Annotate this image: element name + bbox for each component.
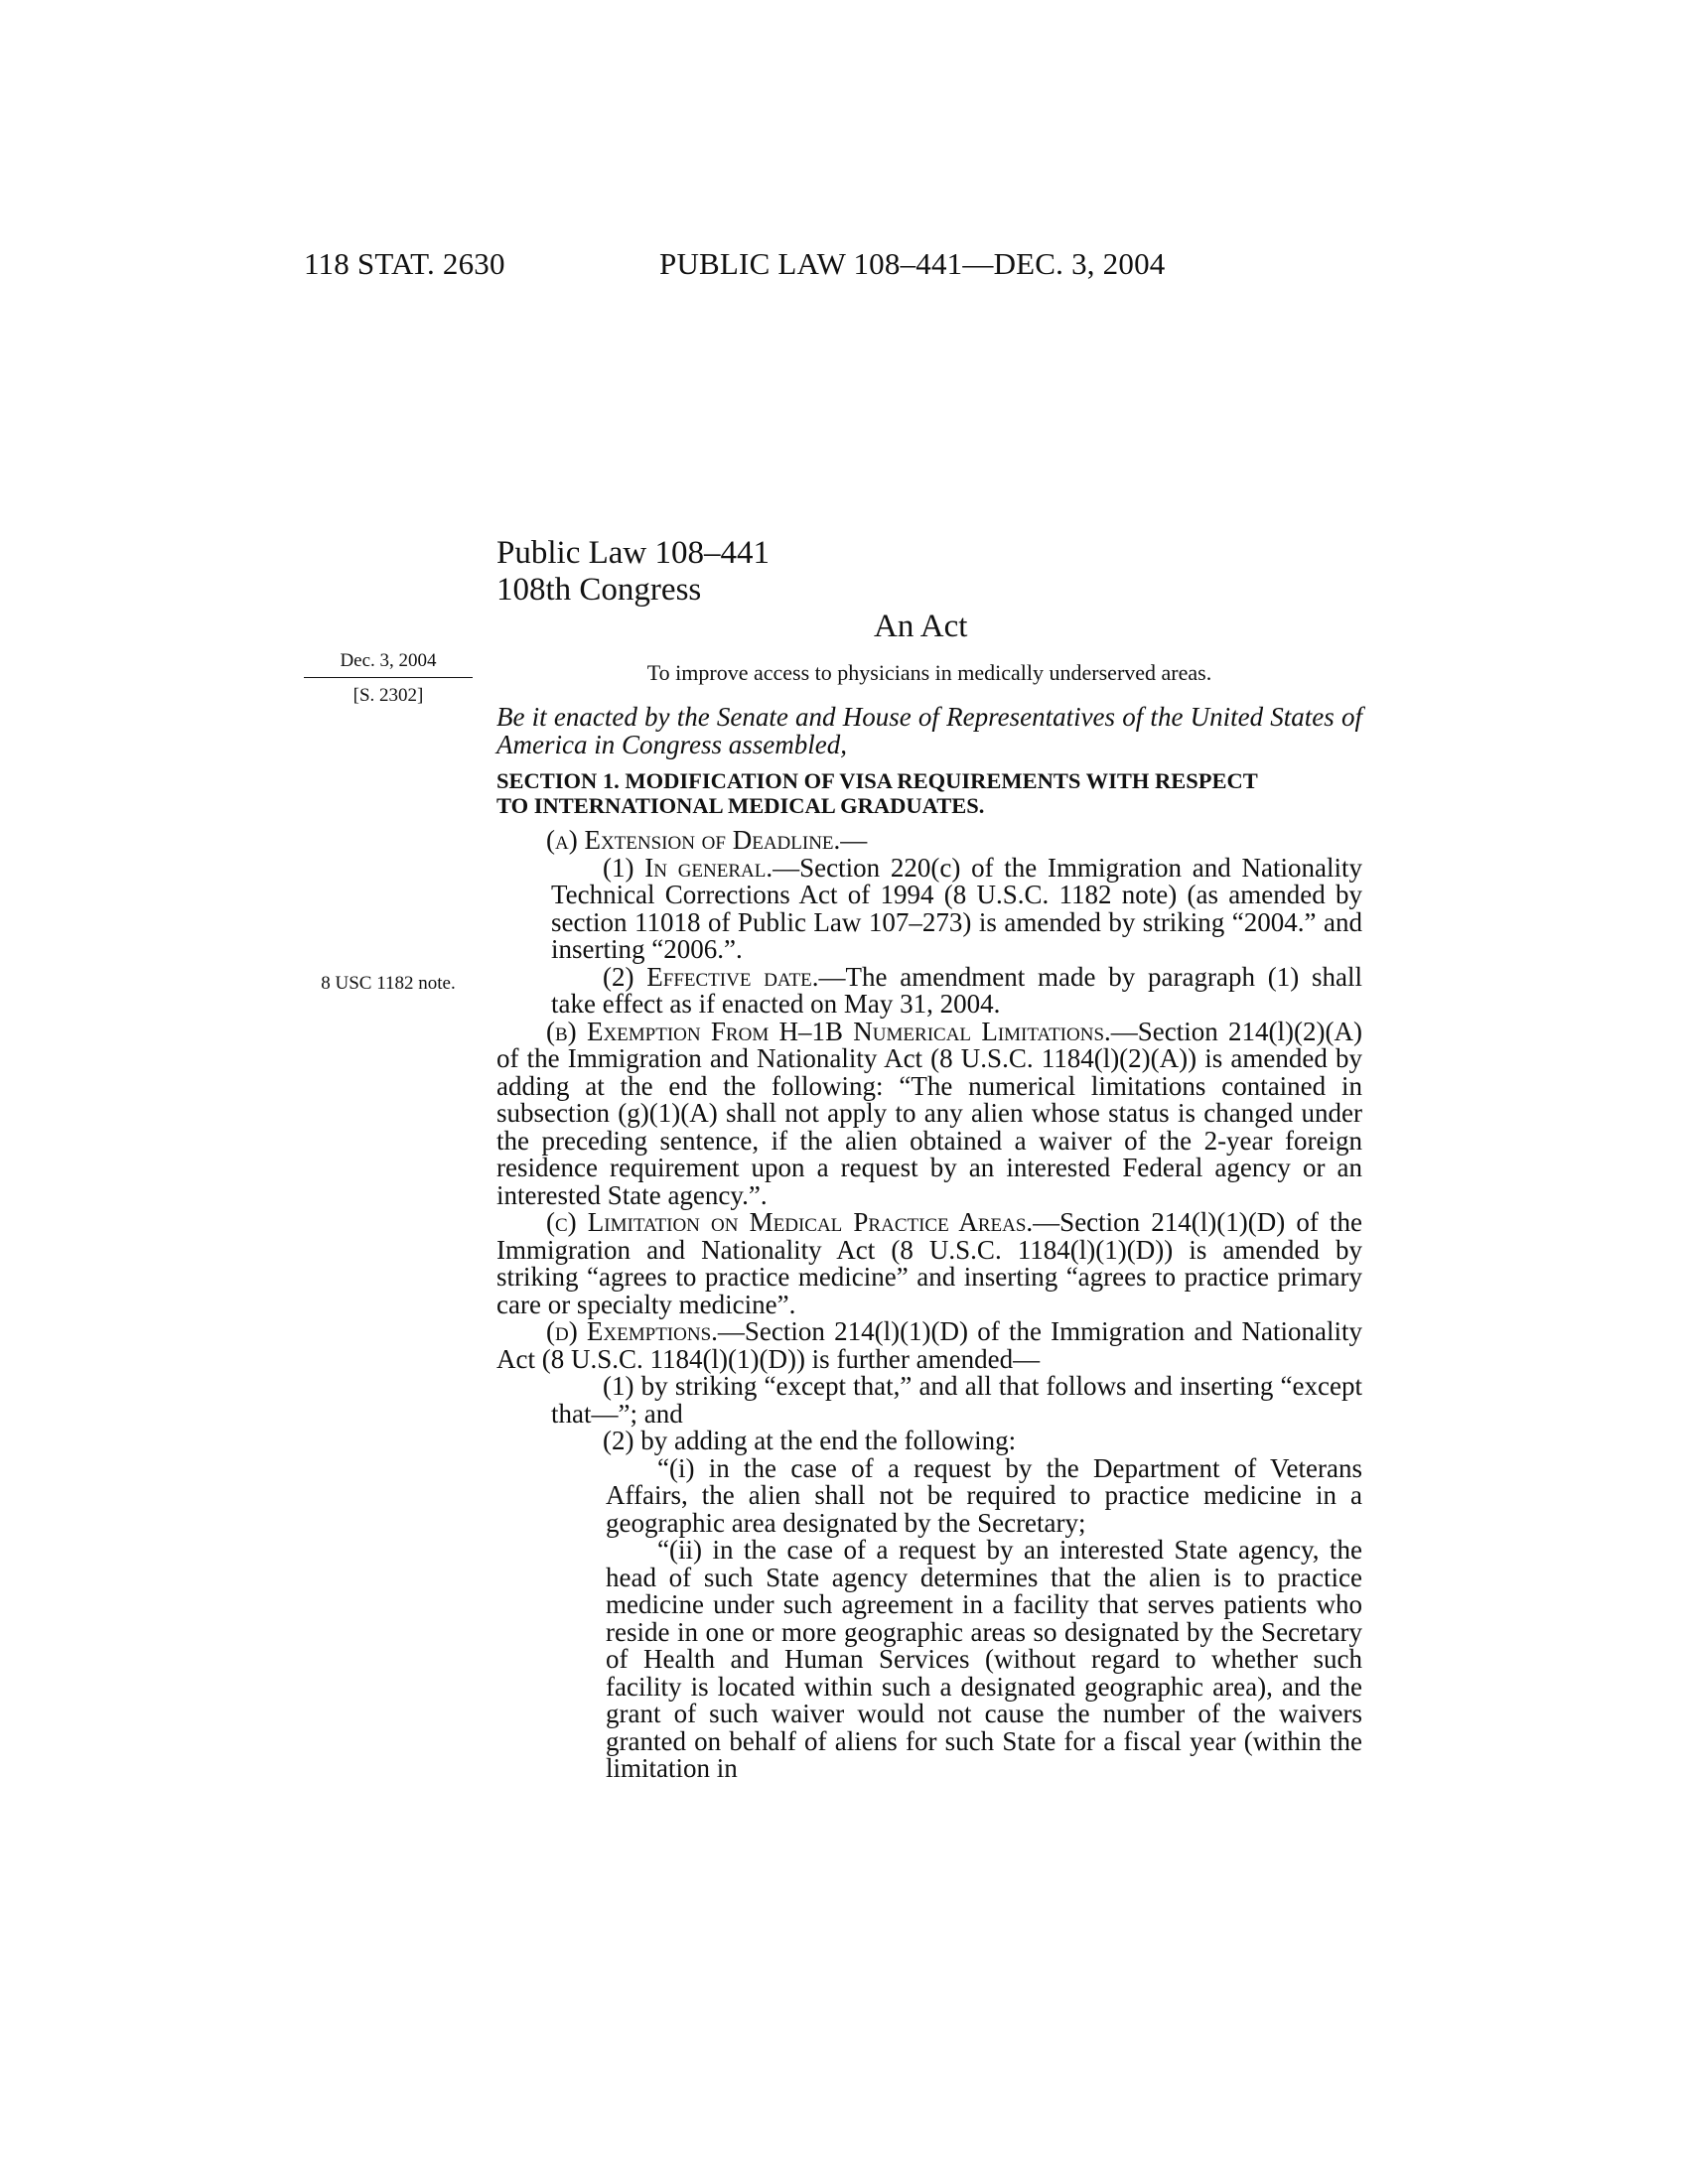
enacting-clause: Be it enacted by the Senate and House of Representatives of the United States of America in Congress assembled, <box>496 702 1362 759</box>
paragraph-a1 <box>496 852 1362 964</box>
subsection-b-text: Section 214(l)(2)(A) of the Immigration and Nationality Act (8 U.S.C. 1184(l)(2)(A)) is amended by adding at the end the following: “The numerical limitations contained in subsection (g)(1)(A) shall not apply to any alien whose status is changed under the preceding sentence, if the alien obtained a waiver of the 2-year foreign residence requirement upon a request by an interested Federal agency or an interested State agency.”. <box>496 1016 1362 1210</box>
paragraph-a2-text: The amendment made by paragraph (1) shall take effect as if enacted on May 31, 2004. <box>551 961 1363 1019</box>
subsection-d <box>496 1318 1362 1373</box>
paragraph-a2-heading: (2) Effective date.— <box>603 961 846 992</box>
section-heading-line-2: TO INTERNATIONAL MEDICAL GRADUATES. <box>496 793 985 818</box>
subsection-b <box>496 1016 1362 1210</box>
clause-d-i: “(i) in the case of a request by the Department of Veterans Affairs, the alien shall not be required to practice medicine in a geographic area designated by the Secretary; <box>606 1452 1362 1538</box>
paragraph-a2 <box>496 961 1363 1019</box>
paragraph-a1-heading: (1) In general.— <box>603 852 800 883</box>
subsection-d-heading: (d) Exemptions.— <box>546 1316 745 1346</box>
margin-date: Dec. 3, 2004 <box>340 650 437 671</box>
subsection-a-heading: (a) Extension of Deadline.— <box>546 825 868 855</box>
law-title: Public Law 108–441 <box>496 535 770 571</box>
subsection-c-text: Section 214(l)(1)(D) of the Immigration and Nationality Act (8 U.S.C. 1184(l)(1)(D)) is amended by striking “agrees to practice medicine” and inserting “agrees to practice primary care or specialty medicine”. <box>496 1207 1362 1319</box>
page-header-law: PUBLIC LAW 108–441—DEC. 3, 2004 <box>659 246 1166 281</box>
purpose-statement: To improve access to physicians in medically underserved areas. <box>646 660 1212 685</box>
subsection-d-text: Section 214(l)(1)(D) of the Immigration and Nationality Act (8 U.S.C. 1184(l)(1)(D)) is further amended— <box>496 1316 1362 1374</box>
section-heading-line-1: SECTION 1. MODIFICATION OF VISA REQUIREMENTS WITH RESPECT <box>496 768 1258 793</box>
subsection-c <box>496 1209 1362 1318</box>
act-heading: An Act <box>874 609 968 644</box>
subsection-b-heading: (b) Exemption From H–1B Numerical Limitations.— <box>546 1016 1138 1046</box>
paragraph-d1: (1) by striking “except that,” and all that follows and inserting “except that—”; and <box>551 1371 1362 1429</box>
paragraph-a1-text: Section 220(c) of the Immigration and Nationality Technical Corrections Act of 1994 (8 U.S.C. 1182 note) (as amended by section 11018 of Public Law 107–273) is amended by striking “2004.” and inserting “2006.”. <box>551 852 1362 964</box>
subsection-c-heading: (c) Limitation on Medical Practice Areas.— <box>546 1207 1060 1237</box>
margin-bill-number: [S. 2302] <box>352 685 424 706</box>
margin-usc-note: 8 USC 1182 note. <box>321 973 456 994</box>
paragraph-d2: (2) by adding at the end the following: <box>603 1426 1017 1455</box>
section-heading <box>496 768 1362 818</box>
congress-label: 108th Congress <box>496 572 702 608</box>
clause-d-ii: “(ii) in the case of a request by an interested State agency, the head of such State agency determines that the alien is to practice medicine under such agreement in a facility that serves patients who reside in one or more geographic areas so designated by the Secretary of Health and Human Services (without regard to whether such facility is located within such a designated geographic area), and the grant of such waiver would not cause the number of the waivers granted on behalf of aliens for such State for a fiscal year (within the limitation in <box>606 1535 1362 1783</box>
page-header-stat: 118 STAT. 2630 <box>304 246 505 281</box>
document-body <box>496 704 1362 1783</box>
margin-rule <box>304 677 473 678</box>
